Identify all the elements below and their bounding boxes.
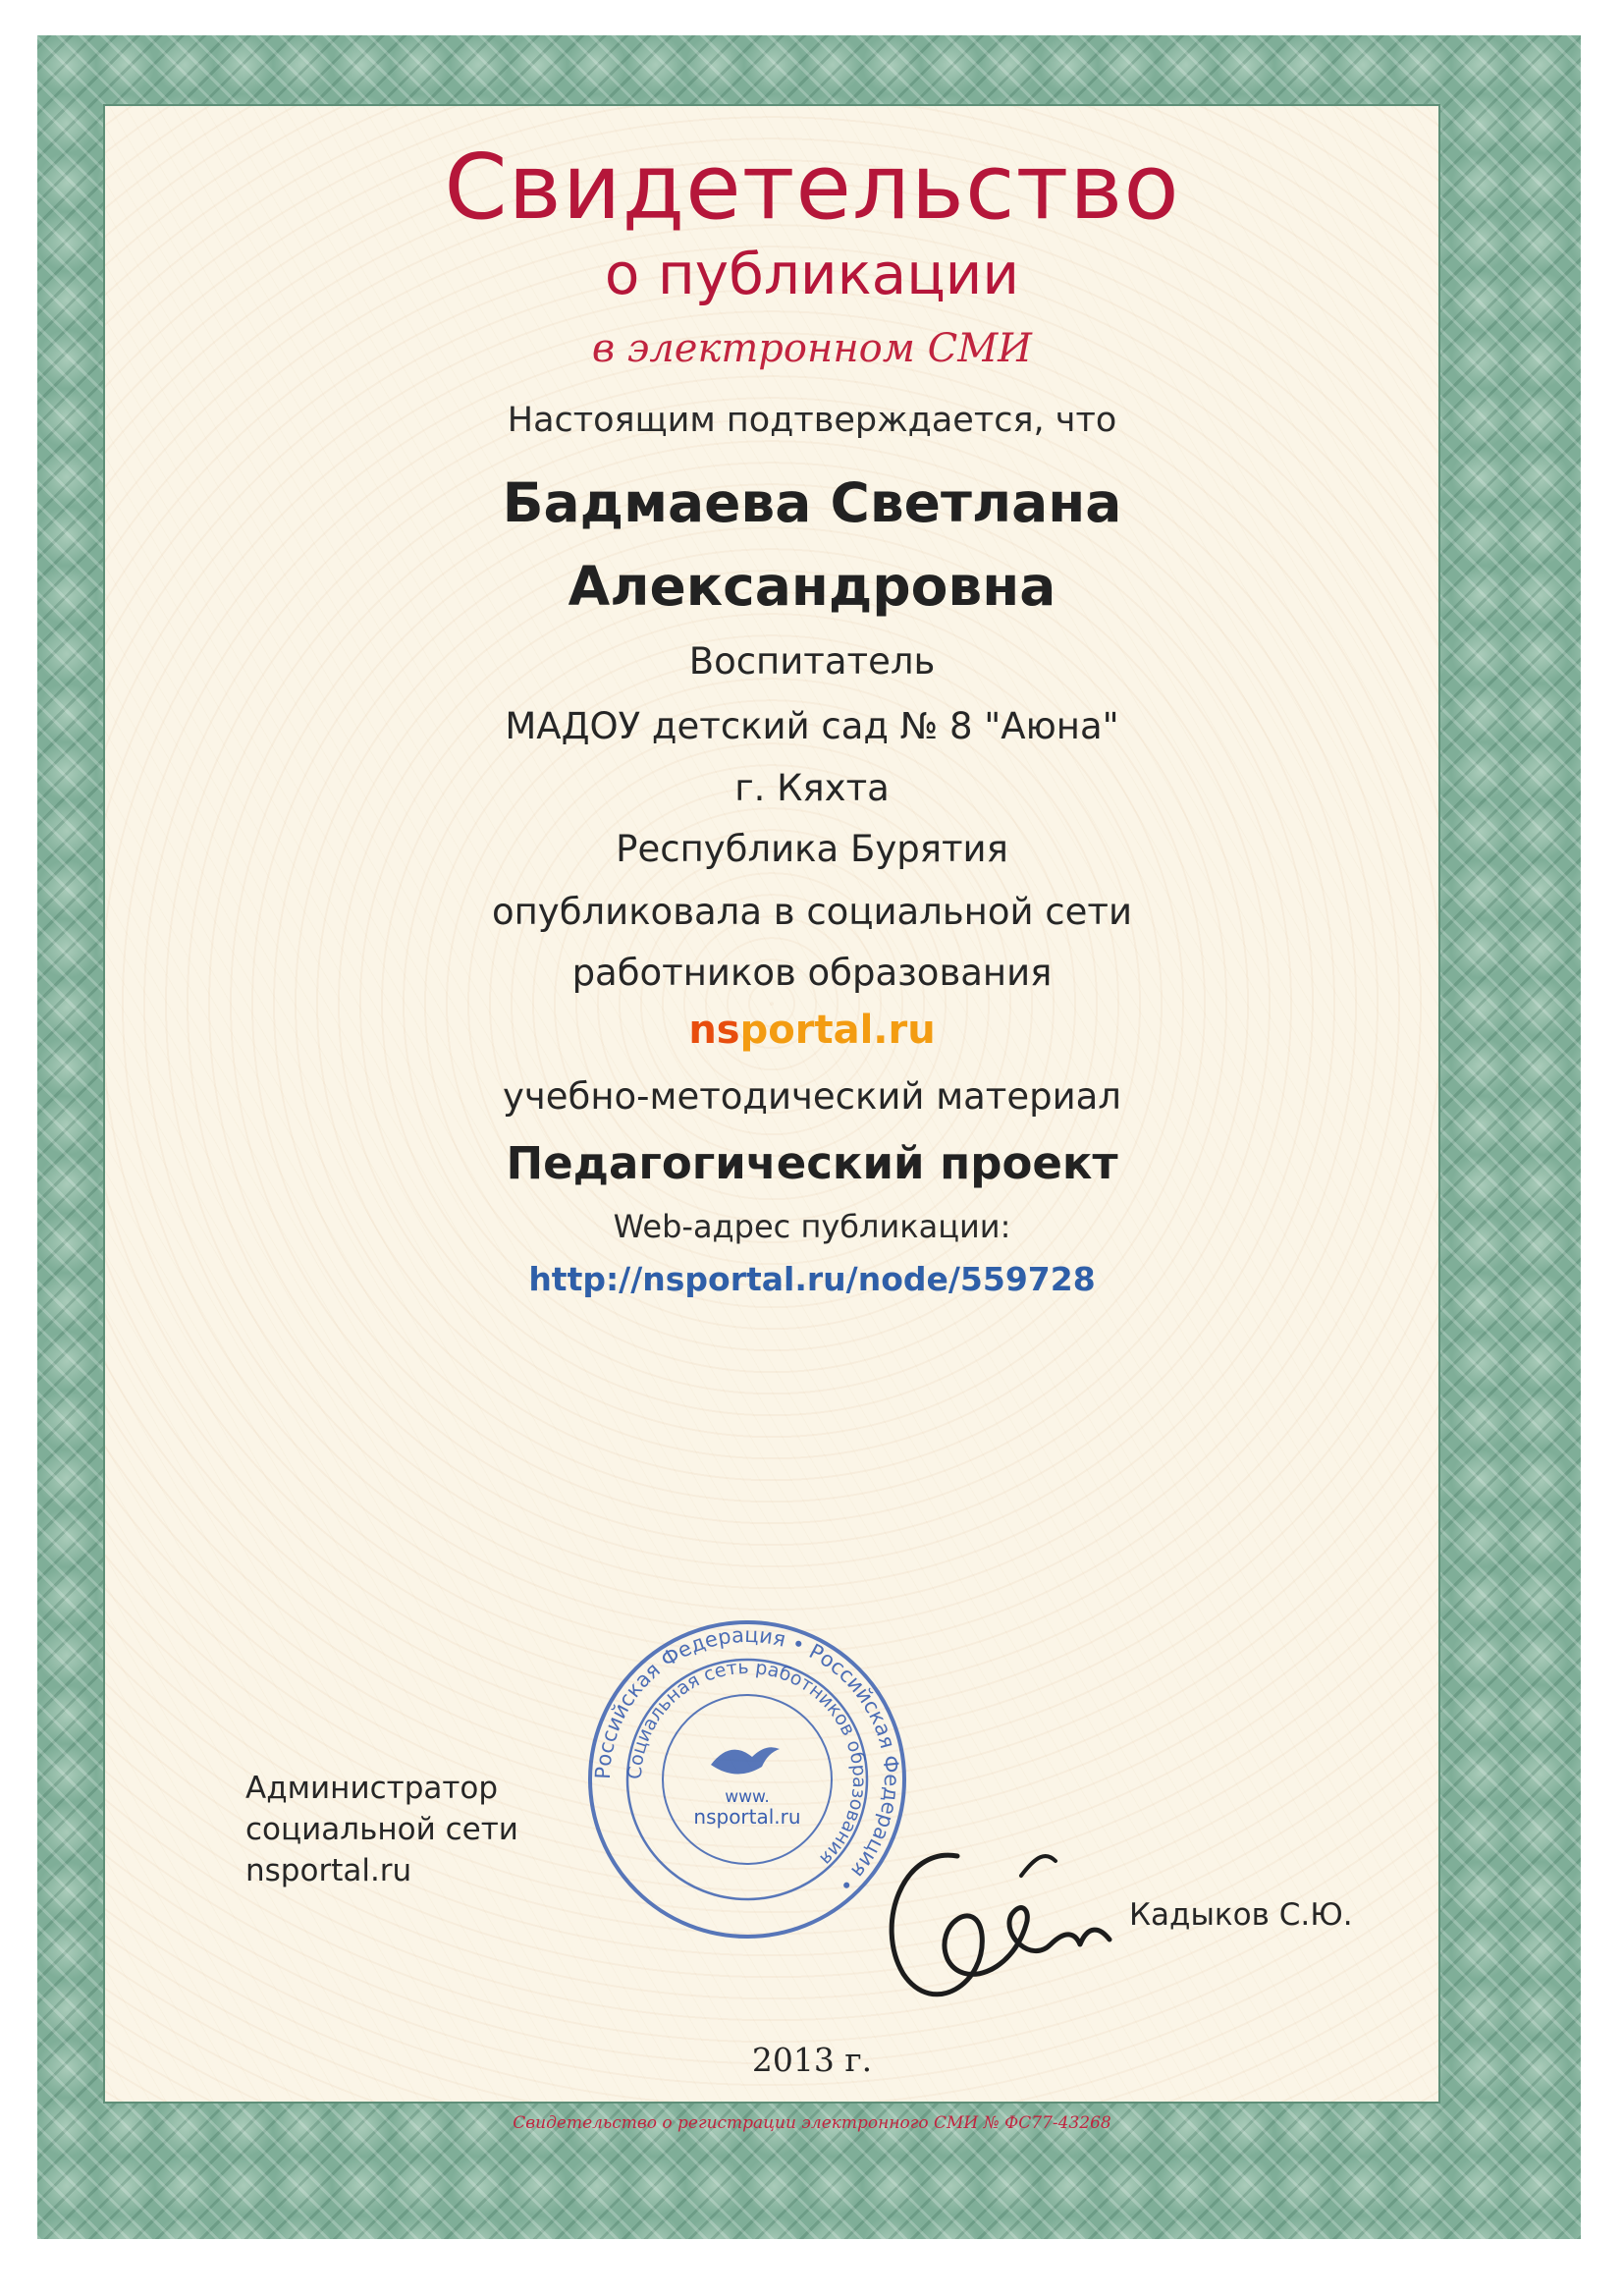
recipient-organization: МАДОУ детский сад № 8 "Аюна": [505, 705, 1119, 747]
recipient-name-line1: Бадмаева Светлана: [502, 471, 1122, 534]
recipient-name-line2: Александровна: [568, 555, 1056, 618]
material-type: учебно-методический материал: [503, 1075, 1121, 1118]
published-text-line2: работников образования: [571, 952, 1053, 994]
recipient-city: г. Кяхта: [734, 767, 890, 809]
admin-line3: nsportal.ru: [245, 1853, 412, 1888]
signer-name: Кадыков С.Ю.: [1129, 1897, 1353, 1933]
stamp-www: www.: [725, 1787, 770, 1807]
recipient-region: Республика Бурятия: [616, 828, 1008, 870]
site-logo-part1: ns: [688, 1008, 740, 1053]
site-logo-part2: portal.ru: [739, 1008, 936, 1053]
media-registration: Свидетельство о регистрации электронного СМИ № ФС77-43268: [513, 2113, 1111, 2133]
stamp-site: nsportal.ru: [693, 1805, 801, 1829]
certificate-subtitle-media: в электронном СМИ: [591, 326, 1033, 371]
admin-line1: Администратор: [245, 1771, 499, 1806]
publication-url-link[interactable]: http://nsportal.ru/node/559728: [528, 1260, 1096, 1298]
stamp-bird-icon: [711, 1747, 780, 1774]
certificate-title: Свидетельство: [444, 135, 1180, 240]
stamp-inner-text: Социальная сеть работников образования: [623, 1656, 871, 1870]
certificate-year: 2013 г.: [751, 2041, 873, 2079]
recipient-position: Воспитатель: [688, 640, 936, 683]
site-logo-text: [0, 1008, 1624, 1053]
signature-icon: [864, 1817, 1129, 2013]
certificate-subtitle: о публикации: [604, 241, 1020, 307]
published-text-line1: опубликовала в социальной сети: [491, 891, 1133, 933]
confirm-text: Настоящим подтверждается, что: [507, 401, 1117, 440]
admin-block: [245, 1768, 518, 1891]
project-title: Педагогический проект: [506, 1137, 1118, 1189]
stamp-outer-text: Российская Федерация • Российская Федерация •: [590, 1622, 904, 1898]
official-stamp-icon: [585, 1617, 909, 1941]
web-address-label: Web-адрес публикации:: [613, 1208, 1011, 1245]
admin-line2: социальной сети: [245, 1812, 518, 1847]
